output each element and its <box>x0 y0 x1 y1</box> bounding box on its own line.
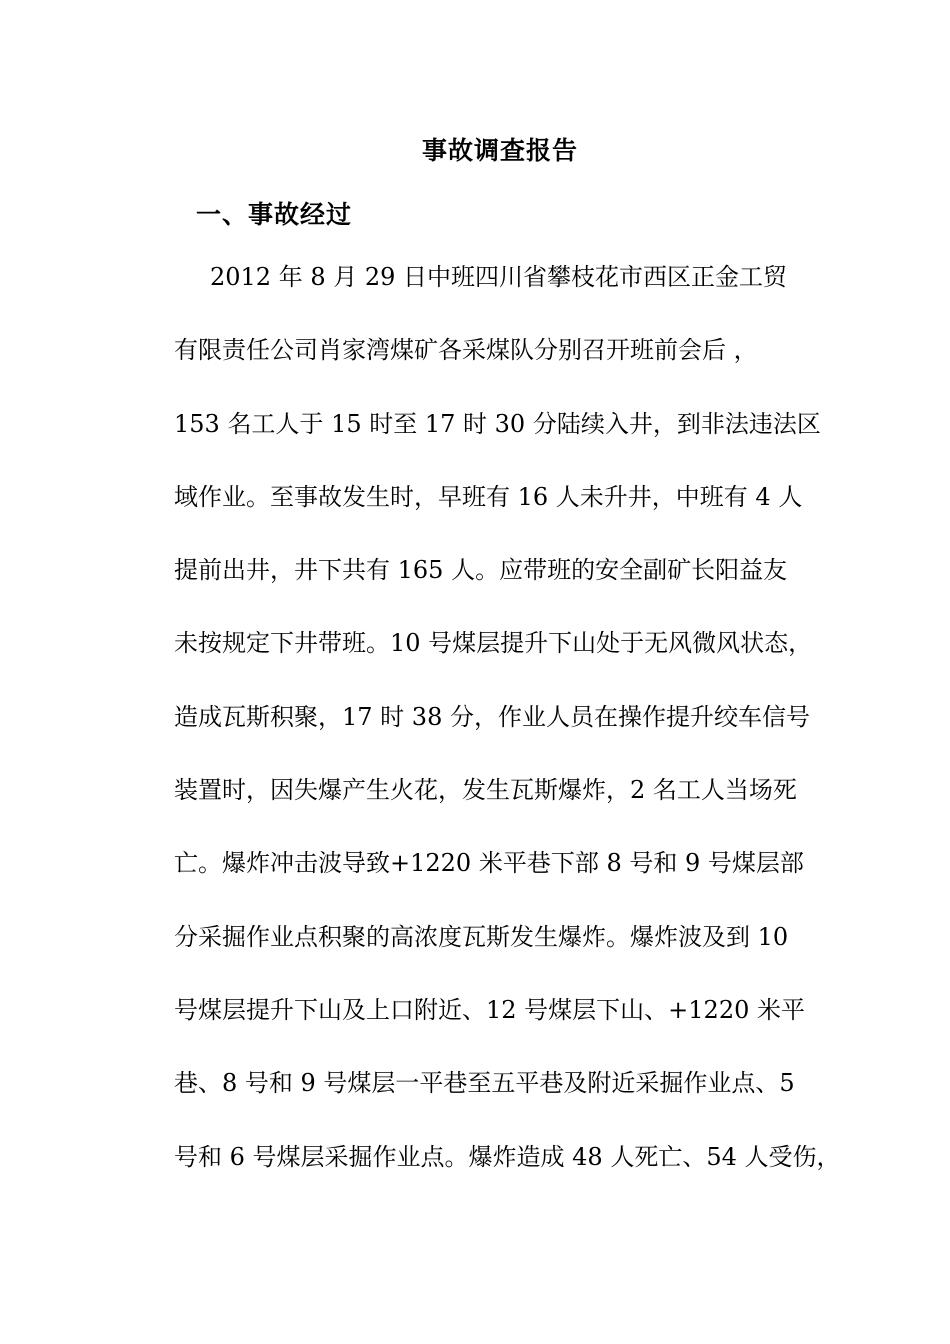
paragraph-line: 域作业。至事故发生时，早班有 16 人未升井，中班有 4 人 <box>174 482 803 511</box>
body-paragraph <box>174 258 841 1211</box>
paragraph-line: 153 名工人于 15 时至 17 时 30 分陆续入井，到非法违法区 <box>174 409 821 438</box>
paragraph-line: 2012 年 8 月 29 日中班四川省攀枝花市西区正金工贸 <box>210 263 788 291</box>
paragraph-line: 分采掘作业点积聚的高浓度瓦斯发生爆炸。爆炸波及到 10 <box>174 922 789 951</box>
paragraph-line: 造成瓦斯积聚，17 时 38 分，作业人员在操作提升绞车信号 <box>174 702 810 731</box>
paragraph-line: 巷、8 号和 9 号煤层一平巷至五平巷及附近采掘作业点、5 <box>174 1069 795 1098</box>
page-title: 事故调查报告 <box>421 136 578 165</box>
paragraph-line: 未按规定下井带班。10 号煤层提升下山处于无风微风状态， <box>174 629 813 658</box>
paragraph-line: 提前出井，井下共有 165 人。应带班的安全副矿长阳益友 <box>174 556 788 585</box>
paragraph-line: 有限责任公司肖家湾煤矿各采煤队分别召开班前会后 ， <box>174 336 758 365</box>
paragraph-line: 装置时，因失爆产生火花，发生瓦斯爆炸，2 名工人当场死 <box>174 776 797 805</box>
paragraph-line: 号和 6 号煤层采掘作业点。爆炸造成 48 人死亡、54 人受伤， <box>174 1142 841 1171</box>
paragraph-line: 号煤层提升下山及上口附近、12 号煤层下山、+1220 米平 <box>174 995 805 1024</box>
section-heading: 一、事故经过 <box>196 200 353 229</box>
paragraph-line: 亡。爆炸冲击波导致+1220 米平巷下部 8 号和 9 号煤层部 <box>174 849 804 878</box>
